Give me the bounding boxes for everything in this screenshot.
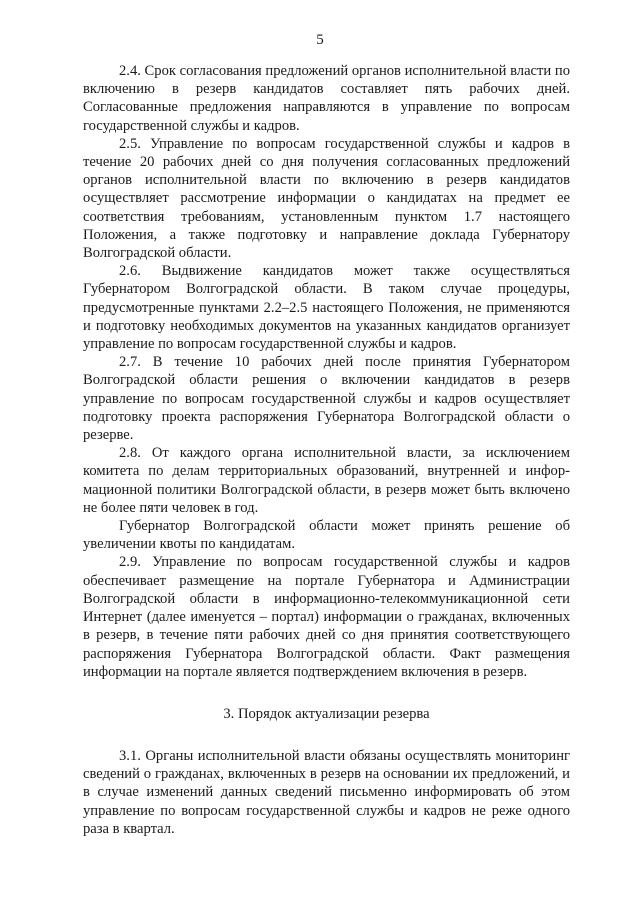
document-body <box>83 62 570 838</box>
paragraph-2-4: 2.4. Срок согласования предложений органов исполнительной власти по включению в резерв кандидатов составляет пять рабочих дней. Согласованные предложения направляются в управление по вопросам государственной службы и кадров. <box>83 63 570 134</box>
paragraph-2-7: 2.7. В течение 10 рабочих дней после принятия Губернатором Волгоградской области решения о включении кандидатов в резерв управление по вопросам государственной службы и кадров осуществляет подготовку проекта распоряжения Губернатора Волгоградской области о резерве. <box>83 354 570 444</box>
paragraph-2-8: 2.8. От каждого органа исполнительной власти, за исключением комитета по делам территориальных образований, внутренней и информационной политики Волгоградской области, в резерв может быть включено не более пяти человек в год. <box>83 445 570 516</box>
paragraph-2-5: 2.5. Управление по вопросам государственной службы и кадров в течение 20 рабочих дней со дня получения согласованных предложений органов исполнительной власти по включению в резерв кандидатов осуществляет рассмотрение информации о кандидатах на предмет ее соответствия требованиям, установленным пунктом 1.7 настоящего Положения, а также подготовку и направление доклада Губернатору Волгоградской области. <box>83 135 570 262</box>
paragraph-2-9: 2.9. Управление по вопросам государственной службы и кадров обеспечивает размещение на портале Губернатора и Администрации Волгоградской области в информационно-телекоммуникационной сети Интернет (далее именуется – портал) информации о гражданах, включенных в резерв, в течение пяти рабочих дней со дня принятия соответствующего распоряжения Губернатора Волгоградской области. Факт размещения информации на портале является подтверждением включения в резерв. <box>83 554 570 680</box>
section-3-heading: 3. Порядок актуализации резерва <box>223 705 430 722</box>
paragraph-3-1: 3.1. Органы исполнительной власти обязаны осуществлять мониторинг сведений о гражданах, включенных в резерв на основании их предложений, и в случае изменений данных сведений письменно информировать об этом управление по вопросам государственной службы и кадров не реже одного раза в квартал. <box>83 747 570 837</box>
paragraph-2-8-quota: Губернатор Волгоградской области может принять решение об увеличении квоты по кандидатам. <box>83 518 570 553</box>
page-number: 5 <box>316 32 324 48</box>
paragraph-2-6: 2.6. Выдвижение кандидатов может также осуществляться Губернатором Волгоградской области. В таком случае процедуры, предусмотренные пунктами 2.2–2.5 настоящего Положения, не применяются и подготовку необходимых документов на указанных кандидатов организует управление по вопросам государственной службы и кадров. <box>83 263 570 353</box>
